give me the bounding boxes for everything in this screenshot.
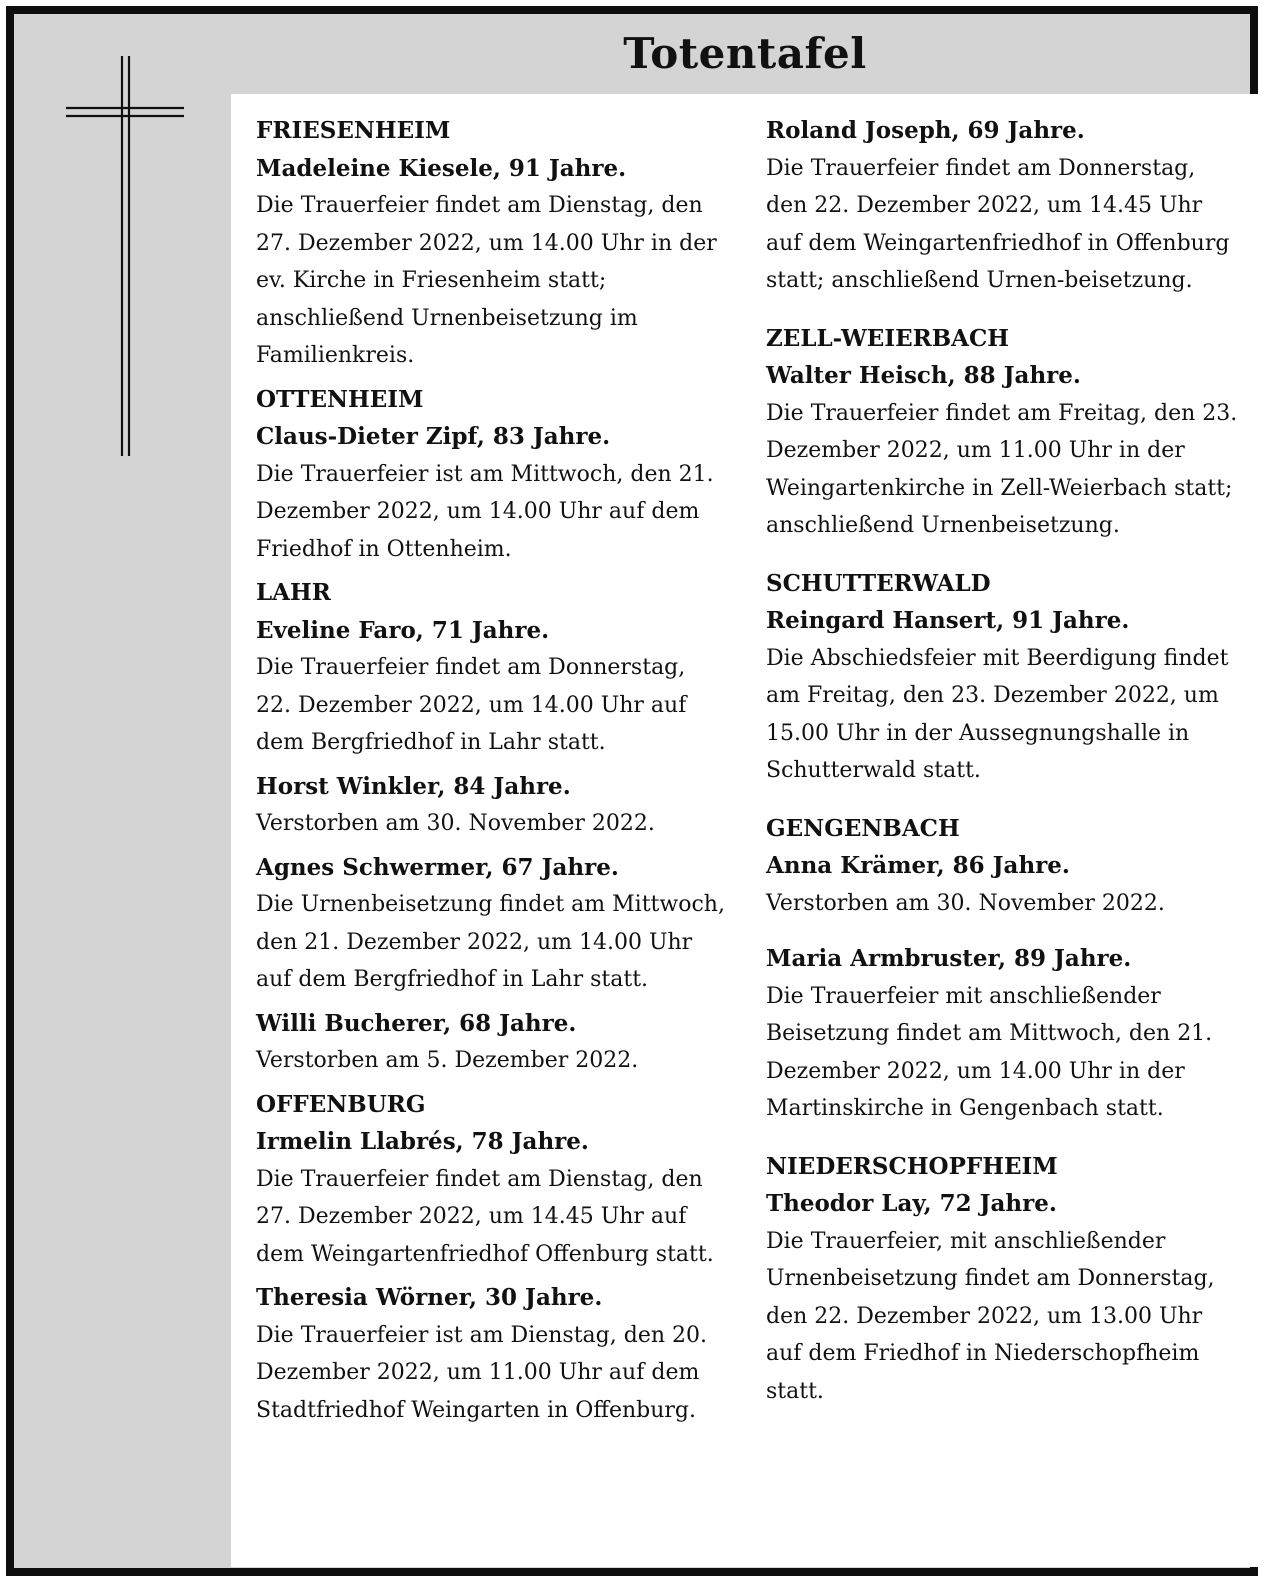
obituary-entry	[256, 1123, 726, 1273]
deceased-name: Agnes Schwermer, 67 Jahre.	[256, 853, 619, 881]
deceased-name: Madeleine Kiesele, 91 Jahre.	[256, 154, 627, 182]
obituary-entry	[766, 847, 1241, 922]
town-heading: GENGENBACH	[766, 814, 960, 842]
obituary-text: Die Trauerfeier, mit anschließender Urnenbeisetzung findet am Donnerstag, den 22. Dezember 2022, um 13.00 Uhr auf dem Friedhof in Niederschopfheim statt.	[766, 1228, 1215, 1404]
deceased-name: Irmelin Llabrés, 78 Jahre.	[256, 1128, 589, 1155]
town-heading: OTTENHEIM	[256, 385, 424, 413]
left-column	[256, 112, 726, 1567]
town-heading: FRIESENHEIM	[256, 117, 451, 144]
deceased-name: Theodor Lay, 72 Jahre.	[766, 1190, 1057, 1217]
obituary-text: Die Trauerfeier findet am Donnerstag, den 22. Dezember 2022, um 14.45 Uhr auf dem Weingartenfriedhof in Offenburg statt; anschließend Urnen-beisetzung.	[766, 155, 1230, 293]
deceased-name: Theresia Wörner, 30 Jahre.	[256, 1284, 603, 1311]
obituary-text: Die Trauerfeier ist am Mittwoch, den 21. Dezember 2022, um 14.00 Uhr auf dem Friedhof in Ottenheim.	[256, 461, 714, 562]
page-title: Totentafel	[623, 29, 867, 78]
cross-icon	[66, 56, 184, 456]
right-column	[766, 112, 1241, 1567]
title-bar	[231, 14, 1259, 94]
obituary-entry	[766, 602, 1241, 790]
obituary-entry	[256, 418, 726, 568]
town-heading: OFFENBURG	[256, 1090, 426, 1118]
deceased-name: Walter Heisch, 88 Jahre.	[766, 362, 1081, 389]
town-heading: NIEDERSCHOPFHEIM	[766, 1152, 1058, 1180]
deceased-name: Roland Joseph, 69 Jahre.	[766, 117, 1085, 144]
deceased-name: Anna Krämer, 86 Jahre.	[766, 852, 1070, 879]
obituary-text: Die Trauerfeier findet am Freitag, den 23. Dezember 2022, um 11.00 Uhr in der Weingartenkirche in Zell-Weierbach statt; anschließend Urnenbeisetzung.	[766, 400, 1238, 538]
obituary-entry	[256, 1005, 726, 1080]
deceased-name: Willi Bucherer, 68 Jahre.	[256, 1009, 577, 1037]
deceased-name: Maria Armbruster, 89 Jahre.	[766, 945, 1132, 972]
deceased-name: Reingard Hansert, 91 Jahre.	[766, 607, 1130, 634]
obituary-text: Die Trauerfeier ist am Dienstag, den 20. Dezember 2022, um 11.00 Uhr auf dem Stadtfriedhof Weingarten in Offenburg.	[256, 1322, 707, 1423]
obituary-board	[6, 6, 1258, 1576]
obituary-text: Verstorben am 30. November 2022.	[256, 811, 655, 836]
obituary-entry	[256, 849, 726, 999]
obituary-entry	[766, 1185, 1241, 1410]
obituary-text: Die Trauerfeier mit anschließender Beisetzung findet am Mittwoch, den 21. Dezember 2022, um 14.00 Uhr in der Martinskirche in Gengenbach statt.	[766, 983, 1213, 1121]
obituary-entry	[256, 768, 726, 843]
deceased-name: Horst Winkler, 84 Jahre.	[256, 772, 571, 800]
obituary-entry	[766, 357, 1241, 545]
town-heading: ZELL-WEIERBACH	[766, 324, 1010, 352]
obituary-entry	[766, 940, 1241, 1128]
deceased-name: Claus-Dieter Zipf, 83 Jahre.	[256, 423, 611, 450]
obituary-entry	[256, 1279, 726, 1429]
town-heading: SCHUTTERWALD	[766, 569, 991, 597]
obituary-entry	[766, 112, 1241, 300]
obituary-text: Die Trauerfeier findet am Dienstag, den 27. Dezember 2022, um 14.45 Uhr auf dem Weingartenfriedhof Offenburg statt.	[256, 1166, 714, 1267]
obituary-entry	[256, 612, 726, 762]
obituary-content	[231, 94, 1259, 1567]
deceased-name: Eveline Faro, 71 Jahre.	[256, 616, 550, 644]
obituary-text: Die Trauerfeier findet am Dienstag, den 27. Dezember 2022, um 14.00 Uhr in der ev. Kirche in Friesenheim statt; anschließend Urnenbeisetzung im Familienkreis.	[256, 193, 717, 368]
obituary-text: Verstorben am 5. Dezember 2022.	[256, 1048, 639, 1073]
obituary-text: Die Trauerfeier findet am Donnerstag, 22. Dezember 2022, um 14.00 Uhr auf dem Bergfriedhof in Lahr statt.	[256, 655, 687, 755]
obituary-text: Die Urnenbeisetzung findet am Mittwoch, den 21. Dezember 2022, um 14.00 Uhr auf dem Bergfriedhof in Lahr statt.	[256, 892, 725, 992]
town-heading: LAHR	[256, 579, 331, 606]
obituary-text: Die Abschiedsfeier mit Beerdigung findet am Freitag, den 23. Dezember 2022, um 15.00 Uhr in der Aussegnungshalle in Schutterwald statt.	[766, 645, 1229, 783]
obituary-text: Verstorben am 30. November 2022.	[766, 890, 1165, 916]
obituary-entry	[256, 150, 726, 375]
